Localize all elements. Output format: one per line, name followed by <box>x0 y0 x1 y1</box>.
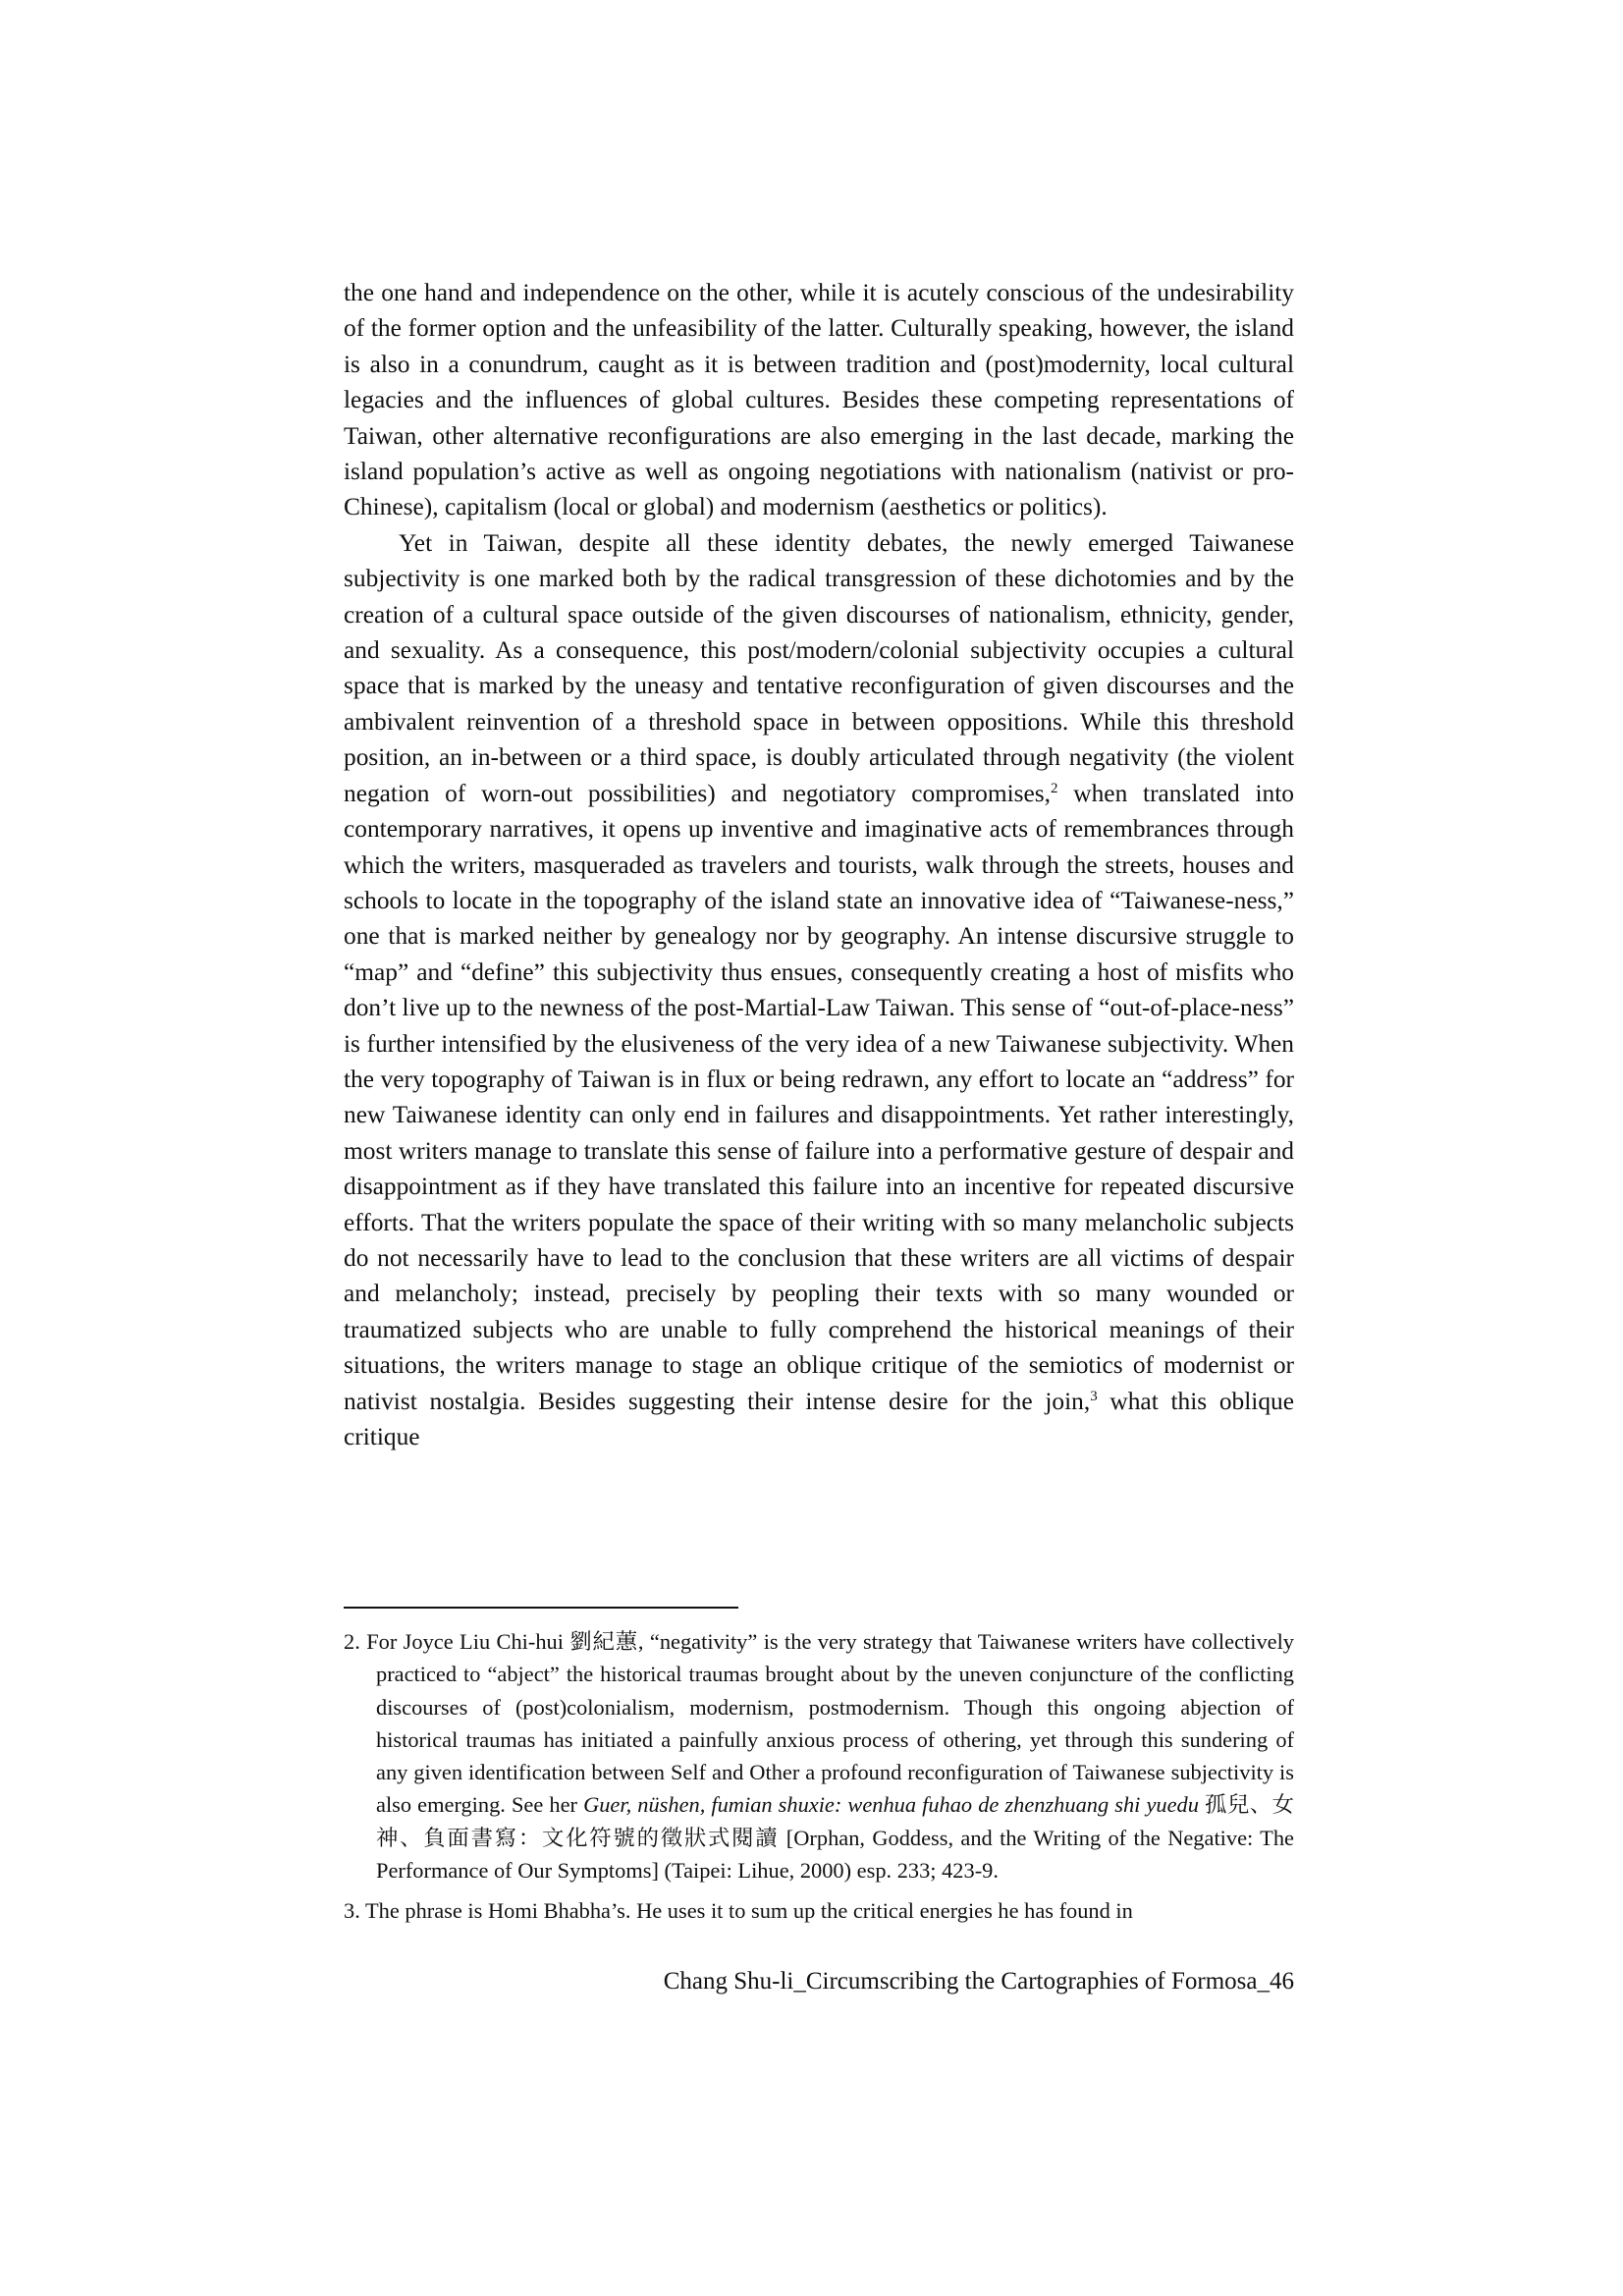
paragraph-2 <box>344 525 1294 1455</box>
footnotes <box>344 1625 1294 1936</box>
footnote-2-number: 2. <box>344 1629 360 1654</box>
paragraph-2-part-c: what this oblique critique <box>344 1387 1294 1450</box>
footnote-ref-3[interactable]: 3 <box>1090 1388 1098 1404</box>
footnote-ref-2[interactable]: 2 <box>1051 780 1058 796</box>
footnote-2-title: Guer, nüshen, fumian shuxie: wenhua fuhao de zhenzhuang shi yuedu <box>583 1792 1199 1818</box>
paragraph-1: the one hand and independence on the other, while it is acutely conscious of the undesirability of the former option and the unfeasibility of the latter. Culturally speaking, however, the island is also in a conundrum, caught as it is between tradition and (post)modernity, local cultural legacies and the influences of global cultures. Besides these competing representations of Taiwan, other alternative reconfigurations are also emerging in the last decade, marking the island population’s active as well as ongoing negotiations with nationalism (nativist or pro-Chinese), capitalism (local or global) and modernism (aesthetics or politics). <box>344 279 1294 521</box>
main-text <box>344 275 1294 1454</box>
footnote-2 <box>344 1625 1294 1886</box>
footnote-3 <box>344 1894 1294 1927</box>
running-footer: Chang Shu-li_Circumscribing the Cartographies of Formosa_46 <box>663 1968 1294 1995</box>
footnote-3-text: The phrase is Homi Bhabha’s. He uses it to sum up the critical energies he has found in <box>359 1898 1133 1924</box>
footnote-3-number: 3. <box>344 1898 360 1924</box>
paragraph-2-part-b: when translated into contemporary narratives, it opens up inventive and imaginative acts of remembrances through which the writers, masqueraded as travelers and tourists, walk through the streets, houses and schools to locate in the topography of the island state an innovative idea of “Taiwanese-ness,” one that is marked neither by genealogy nor by geography. An intense discursive struggle to “map” and “define” this subjectivity thus ensues, consequently creating a host of misfits who don’t live up to the newness of the post-Martial-Law Taiwan. This sense of “out-of-place-ness” is further intensified by the elusiveness of the very idea of a new Taiwanese subjectivity. When the very topography of Taiwan is in flux or being redrawn, any effort to locate an “address” for new Taiwanese identity can only end in failures and disappointments. Yet rather interestingly, most writers manage to translate this sense of failure into a performative gesture of despair and disappointment as if they have translated this failure into an incentive for repeated discursive efforts. That the writers populate the space of their writing with so many melancholic subjects do not necessarily have to lead to the conclusion that these writers are all victims of despair and melancholy; instead, precisely by peopling their texts with so many wounded or traumatized subjects who are unable to fully comprehend the historical meanings of their situations, the writers manage to stage an oblique critique of the semiotics of modernist or nativist nostalgia. Besides suggesting their intense desire for the join, <box>344 779 1294 1415</box>
footnote-2-text-a: For Joyce Liu Chi-hui 劉紀蕙, “negativity” is the very strategy that Taiwanese writers have collectively practiced to “abject” the historical traumas brought about by the uneven conjuncture of the conflicting discourses of (post)colonialism, modernism, postmodernism. Though this ongoing abjection of historical traumas has initiated a painfully anxious process of othering, yet through this sundering of any given identification between Self and Other a profound reconfiguration of Taiwanese subjectivity is also emerging. See her <box>359 1629 1294 1818</box>
footnote-separator <box>344 1607 738 1609</box>
paragraph-2-part-a: Yet in Taiwan, despite all these identity debates, the newly emerged Taiwanese subjectivity is one marked both by the radical transgression of these dichotomies and by the creation of a cultural space outside of the given discourses of nationalism, ethnicity, gender, and sexuality. As a consequence, this post/modern/colonial subjectivity occupies a cultural space that is marked by the uneasy and tentative reconfiguration of given discourses and the ambivalent reinvention of a threshold space in between oppositions. While this threshold position, an in-between or a third space, is doubly articulated through negativity (the violent negation of worn-out possibilities) and negotiatory compromises, <box>344 528 1294 807</box>
footnote-2-text-b: 孤兒、女神、負面書寫：文化符號的徵狀式閱讀 [Orphan, Goddess, and the Writing of the Negative: The Performance of Our Symptoms] (Taipei: Lihue, 2000) esp. 233; 423-9. <box>376 1792 1294 1884</box>
